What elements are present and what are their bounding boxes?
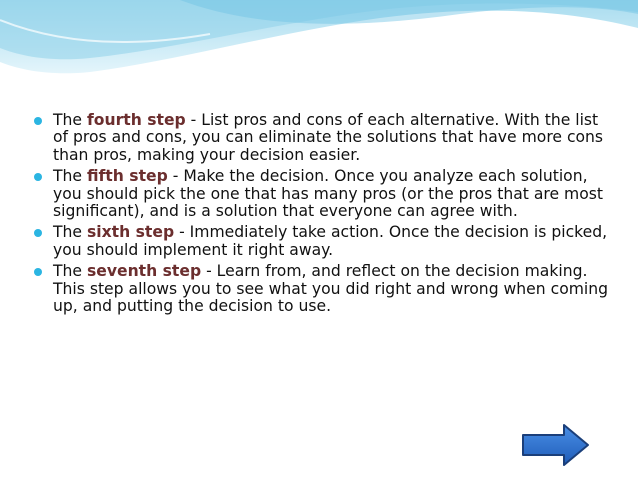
item-prefix: The <box>53 262 87 281</box>
bullet-icon <box>34 173 42 181</box>
item-prefix: The <box>53 111 87 129</box>
item-text: - Learn from, and reflect on the decision making. This step allows you to see what you did right and wrong when coming up, and putting the decision to use. <box>53 262 609 316</box>
right-arrow-icon <box>523 425 588 465</box>
item-text: - Make the decision. Once you analyze each solution, you should pick the one that has many pros (or the pros that are most significant), and is a solution that everyone can agree with. <box>53 167 603 221</box>
item-prefix: The <box>53 223 87 242</box>
bullet-icon <box>34 229 42 237</box>
list-item <box>34 224 609 259</box>
bullet-list <box>34 112 609 319</box>
step-label: seventh step <box>86 262 202 281</box>
step-label: fourth step <box>86 111 186 129</box>
header-wave-decoration <box>0 0 638 100</box>
item-text: - List pros and cons of each alternative. With the list of pros and cons, you can eliminate the solutions that have more cons than pros, making your decision easier. <box>53 111 604 164</box>
bullet-icon <box>34 268 42 276</box>
step-label: sixth step <box>86 223 175 242</box>
list-item <box>34 168 609 220</box>
next-slide-button[interactable] <box>520 422 592 468</box>
item-prefix: The <box>53 167 87 186</box>
bullet-icon <box>34 117 42 125</box>
step-label: fifth step <box>86 167 168 186</box>
list-item <box>34 112 609 164</box>
list-item <box>34 263 609 315</box>
item-text: - Immediately take action. Once the decision is picked, you should implement it right away. <box>53 223 608 259</box>
